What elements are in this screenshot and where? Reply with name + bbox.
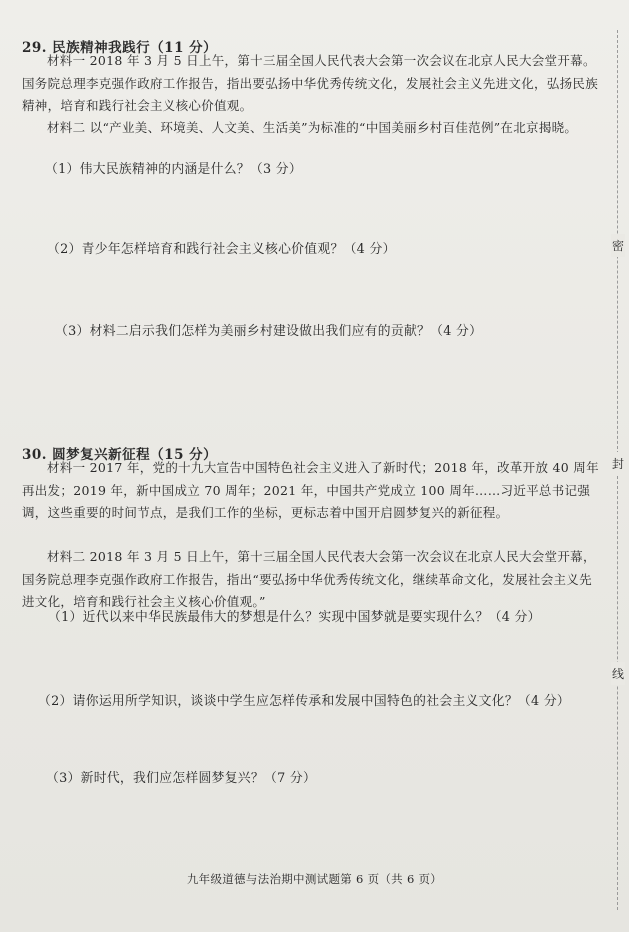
seal-char-xian: 线 — [611, 662, 625, 685]
question-29-sub-2: （2）青少年怎样培育和践行社会主义核心价值观？（4 分） — [47, 242, 396, 257]
question-30-title: 30. 圆梦复兴新征程（15 分） — [22, 447, 218, 463]
question-30-material-1: 材料一 2017 年，党的十九大宣告中国特色社会主义进入了新时代；2018 年，改革开放 40 周年再出发；2019 年，新中国成立 70 周年；2021 年，中国共产党成立 100 周年……习近平总书记强调，这些重要的时间节点，是我们工作的坐标，更标志着中国开启圆梦复兴的新征程。 — [22, 460, 599, 520]
question-29-sub-1: （1）伟大民族精神的内涵是什么？（3 分） — [45, 162, 302, 177]
question-30-sub-1: （1）近代以来中华民族最伟大的梦想是什么？实现中国梦就是要实现什么？（4 分） — [48, 610, 541, 625]
seal-char-feng: 封 — [611, 452, 625, 475]
question-29-material-1: 材料一 2018 年 3 月 5 日上午，第十三届全国人民代表大会第一次会议在北京人民大会堂开幕。国务院总理李克强作政府工作报告，指出要弘扬中华优秀传统文化，发展社会主义先进文化，弘扬民族精神，培育和践行社会主义核心价值观。 — [22, 53, 599, 113]
page-footer: 九年级道德与法治期中测试题第 6 页（共 6 页） — [186, 872, 443, 886]
question-30-material-2: 材料二 2018 年 3 月 5 日上午，第十三届全国人民代表大会第一次会议在北京人民大会堂开幕，国务院总理李克强作政府工作报告，指出“要弘扬中华优秀传统文化，继续革命文化，发展社会主义先进文化，培育和践行社会主义核心价值观。” — [22, 549, 596, 609]
question-29-sub-3: （3）材料二启示我们怎样为美丽乡村建设做出我们应有的贡献？（4 分） — [55, 324, 483, 339]
question-30-sub-2: （2）请你运用所学知识，谈谈中学生应怎样传承和发展中国特色的社会主义文化？（4 分） — [38, 694, 571, 709]
seal-char-mi: 密 — [611, 234, 625, 257]
question-29-material-2: 材料二 以“产业美、环境美、人文美、生活美”为标准的“中国美丽乡村百佳范例”在北京揭晓。 — [47, 120, 578, 135]
question-30-sub-3: （3）新时代，我们应怎样圆梦复兴？（7 分） — [46, 771, 317, 786]
question-29-title: 29. 民族精神我践行（11 分） — [22, 40, 218, 56]
